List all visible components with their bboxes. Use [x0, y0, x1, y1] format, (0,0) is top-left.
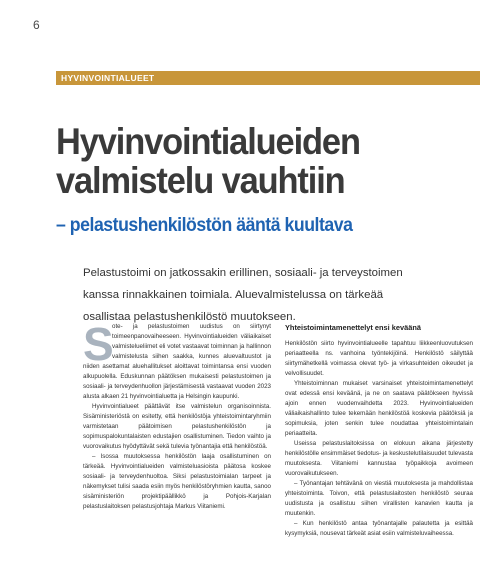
body-paragraph: – Isossa muutoksessa henkilöstön laaja osallistuminen on tärkeää. Hyvinvointialueiden valmisteluasioista päätosa koskee sosiaali- ja terveydenhuoltoa. Siksi pelastustoimialan tarpeet ja näkemykset tulisi saada esiin myös henkilöstöryhmien kautta, sanoo sisäministeriön projektipäällikkö ja Pohjois-Karjalan pelastuslaitoksen pelastusjohtaja Markus Viitaniemi.: [83, 453, 271, 510]
body-paragraph: Yhteistoiminnan mukaiset varsinaiset yhteistoimintamenettelyt ovat edessä ensi keväänä, ja ne on saatava päätökseen hyvissä ajoin ennen vuodenvaihdetta 2023. Hyvinvointialueiden väliaikaishallinto tulee tekemään henkilöstöä koskevia päätöksiä ja sopimuksia, joten senkin tulee noudattaa yhteistoimintalain periaatteita.: [285, 380, 473, 437]
article-lead: [83, 262, 413, 328]
body-paragraph: – Kun henkilöstö antaa työnantajalle palautetta ja esittää kysymyksiä, nousevat tärkeät asiat esiin valmisteluvaiheessa.: [285, 520, 473, 537]
headline-line-1: Hyvinvointialueiden: [56, 121, 360, 162]
headline-line-2: valmistelu vauhtiin: [56, 160, 345, 201]
lead-line-1: Pelastustoimi on jatkossakin erillinen, sosiaali- ja terveystoimen: [83, 267, 403, 279]
body-column-left: [83, 318, 271, 512]
drop-cap: S: [83, 318, 114, 370]
lead-line-2: kanssa rinnakkainen toimiala. Aluevalmistelussa on tärkeää: [83, 289, 384, 301]
page-number: 6: [33, 18, 40, 32]
body-paragraph: ote- ja pelastustoimen uudistus on siirtynyt toimeenpanovaiheeseen. Hyvinvointialueiden väliaikaiset valmistelueliimet eli votet vastaavat toiminnan ja hallinnon valmistelusta siihen saakka, kunnes aluevaltuustot ja niiden asettamat aluehallitukset aloittavat toimintansa ensi vuoden alkupuolella. Eduskunnan päätöksen mukaisesti pelastustoimen ja sosiaali- ja terveydenhuollon järjestämisestä vastaavat vuoden 2023 alusta alkaen 21 hyvinvointialuetta ja Helsingin kaupunki.: [83, 323, 271, 400]
body-paragraph: Useissa pelastuslaitoksissa on elokuun aikana järjestetty henkilöstölle ensimmäiset tiedotus- ja keskustelutilaisuudet tulevasta muutoksesta. Viitaniemi kannustaa työpaikkoja avoimeen vuorovaikutukseen.: [285, 440, 473, 477]
body-paragraph: Hyvinvointialueet päättävät itse valmistelun organisoinnista. Sisäministeriöstä on esitetty, että henkilöstöja yhteistoimintaryhmiin varmistetaan päätoimisen pelastushenkilöstön ja sopimuspalokuntalaisten edustajien osallistuminen. Tiedon vaihto ja vuorovaikutus hyödyttävät sekä tulevia työnantajia että henkilöstöä.: [83, 403, 271, 450]
category-label: HYVINVOINTIALUEET: [61, 73, 155, 83]
body-paragraph: – Työnantajan tehtävänä on viestiä muutoksesta ja mahdollistaa yhteistoiminta. Toivon, että pelastuslaitosten henkilöstö seuraa uudistusta ja osallistuu siihen virallisten kanavien kautta ja muutenkin.: [285, 480, 473, 517]
section-heading: Yhteistoimintamenettelyt ensi keväänä: [285, 323, 421, 332]
body-column-right: [285, 322, 473, 539]
article-subheadline: – pelastushenkilöstön ääntä kuultava: [56, 215, 353, 236]
lead-line-3: osallistaa pelastushenkilöstö muutokseen.: [83, 311, 296, 323]
article-headline: [56, 122, 428, 200]
body-paragraph: Henkilöstön siirto hyvinvointialueelle tapahtuu liikkeenluovutuksen periaatteella ns. vanhoina työntekijöinä. Henkilöstö säilyttää siirtymähetkellä voimassa olevat työ- ja virkasuhteiden oikeudet ja velvollisuudet.: [285, 340, 473, 377]
